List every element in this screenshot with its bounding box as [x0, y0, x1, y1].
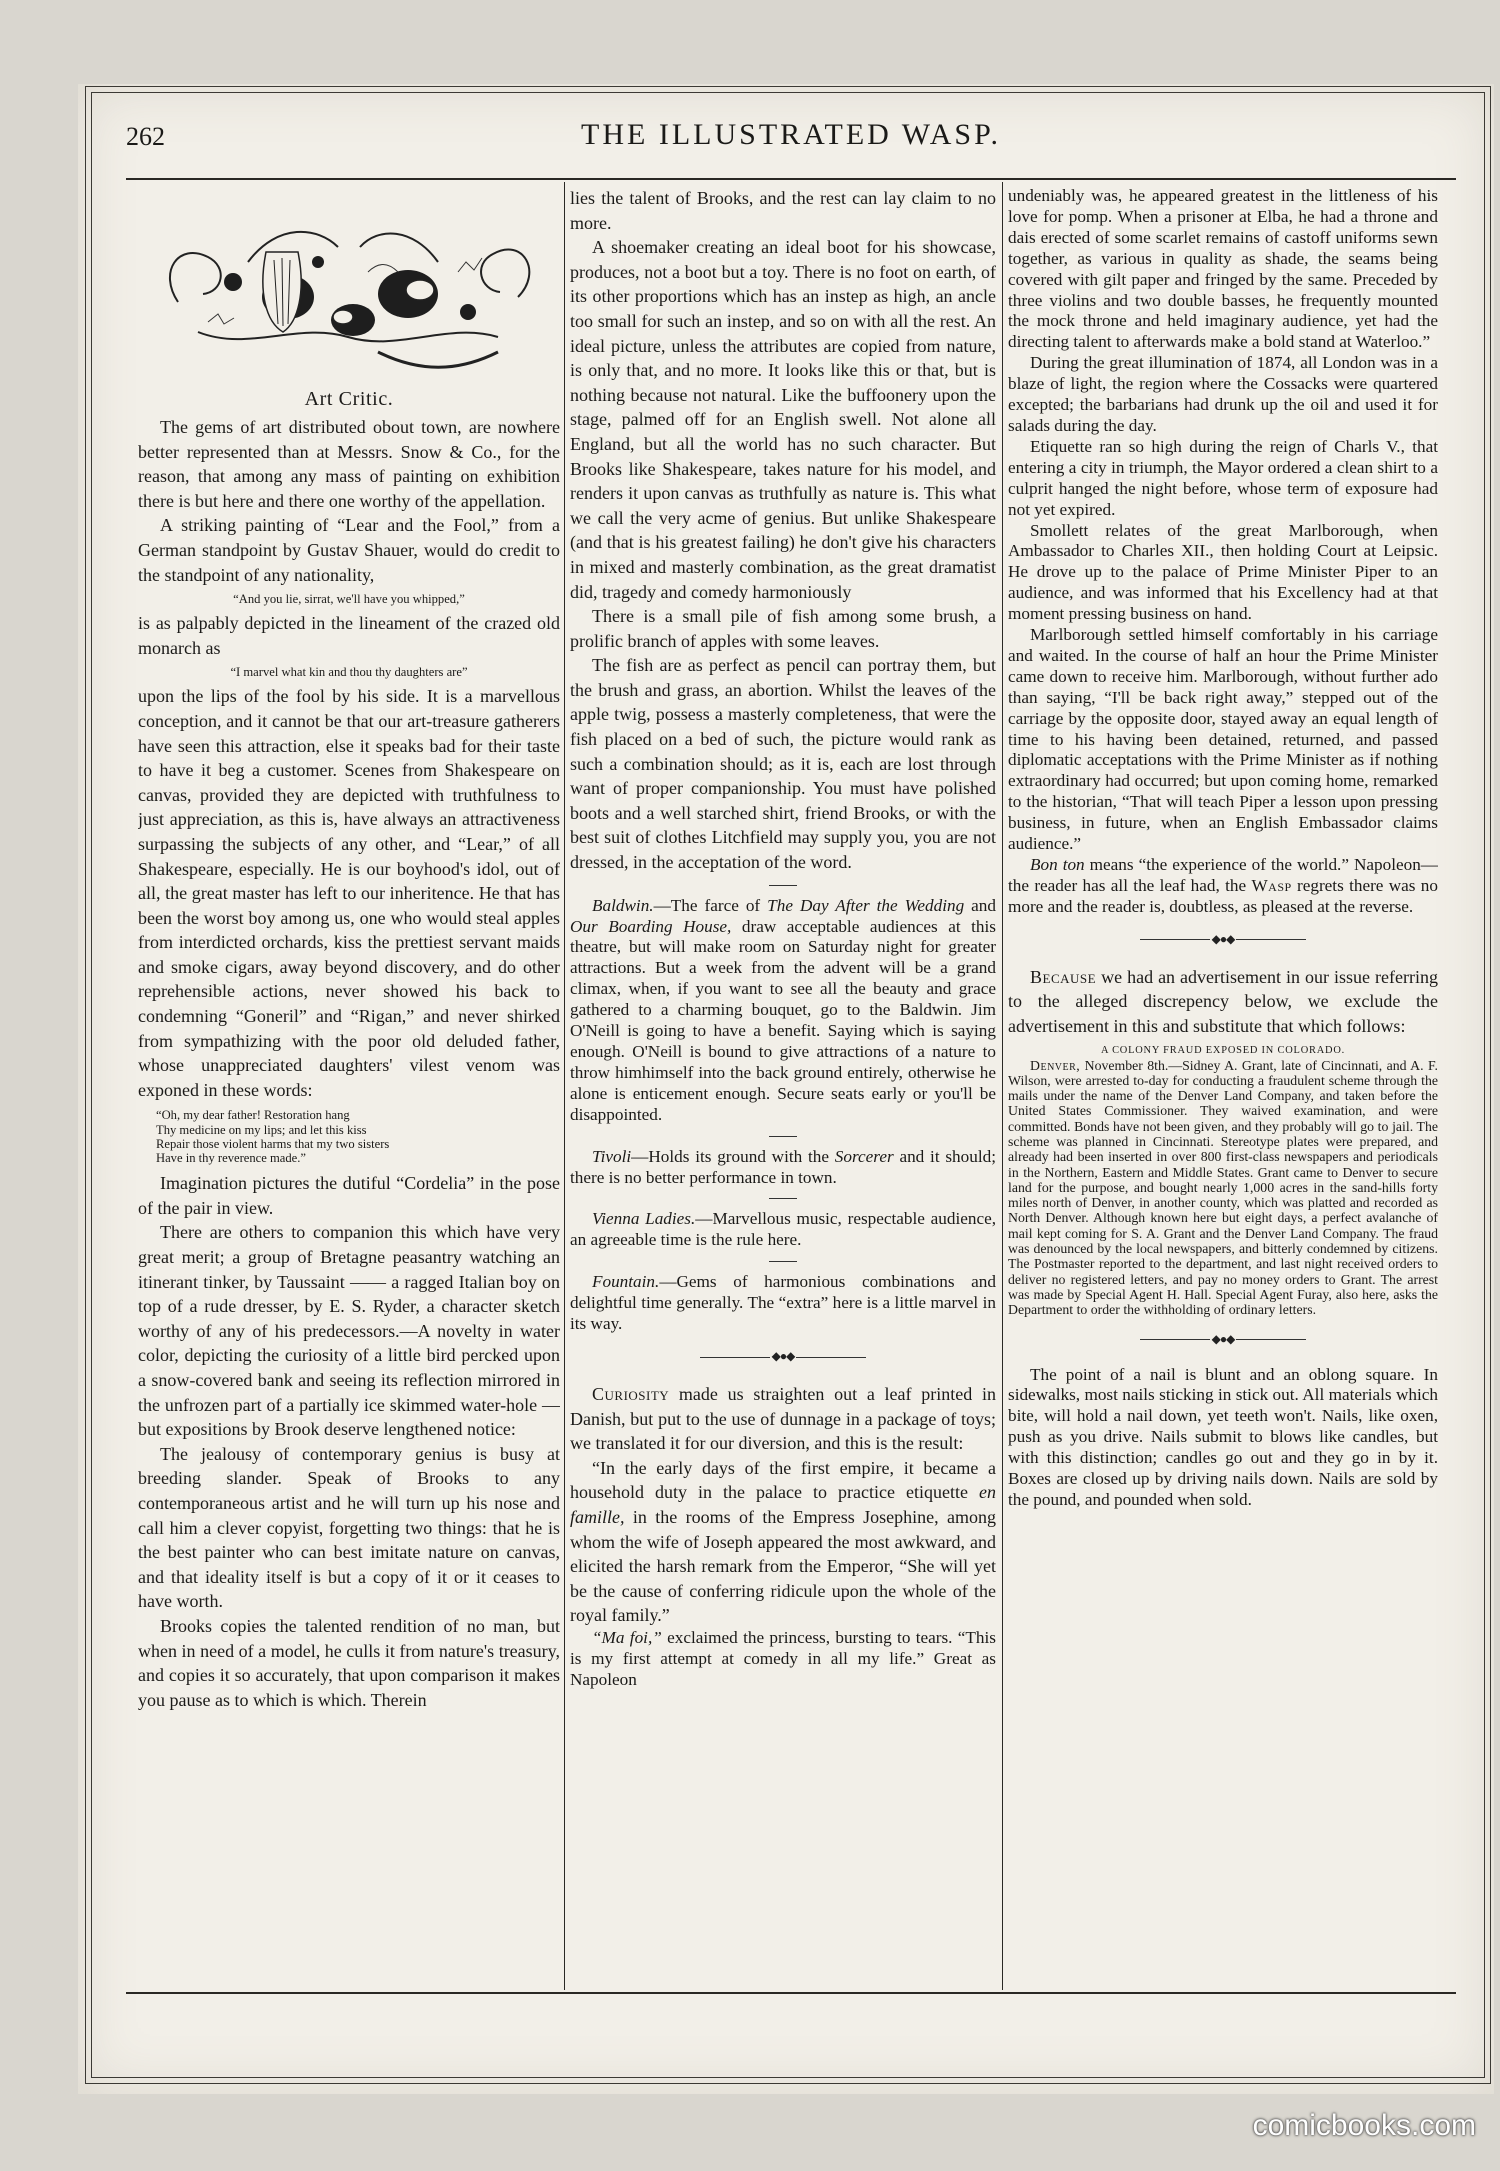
baldwin-play-1: The Day After the Wedding [767, 895, 965, 915]
quote-line: Have in thy reverence made.” [156, 1151, 306, 1166]
art-critic-continued-2: A shoemaker creating an ideal boot for his showcase, produces, not a boot but a toy. There is no foot on earth, of its other proportions which has an instep as high, an ancle too small for such an instep, and so on with all the rest. An ideal picture, unless the attributes are copied from nature, is only that, and no more. It looks like this or that, but is nothing because not natural. Like the buffoonery upon the stage, palmed off for an English swell. Not alone all England, but all the world has no such character. But Brooks like Shakespeare, takes nature for his model, and renders it upon canvas as truthfully as nature is. This what we call the very acme of genius. But unlike Shakespeare (and that is his greatest failing) he don't give his characters in mixed and masterly combination, as the great dramatist did, tragedy and comedy harmoniously [570, 237, 996, 602]
because-text: we had an advertisement in our issue referring to the alleged discrepency below, we exclude the advertisement in this and substitute that which follows: [1008, 966, 1438, 1036]
curiosity-italic: “Ma foi,” [592, 1627, 662, 1647]
fountain-title: Fountain. [592, 1272, 660, 1292]
ornamental-illustration [138, 202, 558, 382]
curiosity-para-3 [570, 1628, 996, 1691]
section-title-art-critic: Art Critic. [304, 388, 394, 410]
curiosity-italic: en famille, [570, 1482, 996, 1527]
art-critic-continued-3: There is a small pile of fish among some brush, a prolific branch of apples with some leaves. [570, 606, 996, 651]
column-rule-1 [564, 182, 565, 1990]
lyre-and-scroll-ornament [138, 202, 558, 382]
theatre-baldwin [570, 896, 996, 1126]
anecdote-marlborough-2: Marlborough settled himself comfortably in his carriage and waited. In the course of half an hour the Prime Minister came down to receive him. Marlborough, without further ado than saying, “I'll be back right away,” stepped out of the carriage by the opposite door, stayed away an equal length of time to his having been detained, returned, and passed diplomatic acceptations with the Prime Minister as if nothing extraordinary had occurred; but upon coming home, remarked to the historian, “That will teach Piper a lesson upon pressing business, in future, when an English Embassador claims audience.” [1008, 625, 1438, 854]
art-critic-para-2: A striking painting of “Lear and the Fool,” from a German standpoint by Gustav Shauer, would do credit to the standpoint of any nationality, [138, 515, 560, 585]
theatre-tivoli [570, 1147, 996, 1189]
tivoli-title: Tivoli [592, 1146, 632, 1166]
wasp-smallcaps: Wasp [1251, 875, 1292, 895]
tivoli-play: Sorcerer [834, 1146, 894, 1166]
art-critic-para-3: is as palpably depicted in the lineament of the crazed old monarch as [138, 613, 560, 658]
news-headline: A COLONY FRAUD EXPOSED IN COLORADO. [1100, 1044, 1346, 1056]
column-2 [570, 186, 996, 1986]
baldwin-title: Baldwin. [592, 895, 654, 915]
bon-ton-text: means “the experience of the world.” Napoleon—the reader has all the leaf had, the [1008, 855, 1438, 895]
tivoli-text: —Holds its ground with the [631, 1146, 835, 1166]
art-critic-para-6: There are others to companion this which have very great merit; a group of Bretagne peasantry watching an itinerant tinker, by Taussaint —— a ragged Italian boy on top of a rude dresser, by E. S. Ryder, a character sketch worthy of any of his predecessors.—A novelty in water color, depicting the curiosity of a little bird percked upon a snow-covered bank and seeing its reflection mirrored in the unfrozen part of a partially ice skimmed water-hole — but expositions by Brook deserve lengthened notice: [138, 1222, 560, 1440]
because-para [1008, 965, 1438, 1039]
baldwin-text: —The farce of [653, 895, 768, 915]
column-1 [138, 186, 560, 1986]
bon-ton-para [1008, 855, 1438, 918]
masthead-title: THE ILLUSTRATED WASP. [581, 118, 1001, 151]
section-dash [769, 1261, 797, 1262]
bon-ton-italic: Bon ton [1030, 855, 1085, 874]
art-critic-para-1: The gems of art distributed obout town, are nowhere better represented than at Messrs. Snow & Co., for the reason, that among any mass of painting on exhibition there is but here and there one worthy of the appellation. [138, 417, 560, 511]
curiosity-text: exclaimed the princess, bursting to tears. “This is my first attempt at comedy in all my life.” Great as Napoleon [570, 1627, 996, 1689]
baldwin-text: draw acceptable audiences at this theatre, but will make room on Saturday night for greater attractions. But a week from the advent will be a grand climax, when, if you want to see all the beauty and grace gathered to a charming bouquet, go to the Baldwin. Jim O'Neill is going to have a benefit. Saying which is saying enough. O'Neill is bound to give attractions of a nature to throw himhimself into the back ground entirely, otherwise he alone is enticement enough. Secure seats early or you'll be disappointed. [570, 916, 996, 1124]
art-critic-continued-4: The fish are as perfect as pencil can portray them, but the brush and grass, an abortion. Whilst the leaves of the apple twig, possess a masterly completeness, that were the fish placed on a bed of such, the picture would rank as such a combination should; as it is, each are lost through want of proper companionship. You must have polished boots and a well starched shirt, friend Brooks, or with the best suit of clothes Litchfield may supply you, you are not dressed, in the acceptation of the word. [570, 655, 996, 873]
curiosity-text: in the rooms of the Empress Josephine, among whom the wife of Joseph appeared the most awkward, and elicited the harsh remark from the Emperor, “She will yet be the cause of conferring ridicule upon the whole of the royal family.” [570, 1506, 996, 1626]
theatre-fountain [570, 1272, 996, 1335]
page-header [126, 118, 1456, 158]
napoleon-continued: undeniably was, he appeared greatest in the littleness of his love for pomp. When a prisoner at Elba, he had a throne and dais erected of some scarlet remains of castoff uniforms sewn together, as various in quality as shade, the seams being covered with gilt paper and fringed by the same. Preceded by three violins and two double basses, he frequently mounted the mock throne and held imaginary audience, yet had the directing talent to afterwards make a bold stand at Waterloo.” [1008, 186, 1438, 352]
because-lead: Because [1030, 966, 1097, 987]
art-critic-para-5: Imagination pictures the dutiful “Cordelia” in the pose of the pair in view. [138, 1173, 560, 1218]
section-dash [769, 1136, 797, 1137]
quote-line: “Oh, my dear father! Restoration hang [156, 1108, 350, 1123]
tivoli-text: and it should; there is no better performance in town. [570, 1146, 996, 1187]
curiosity-para-1 [570, 1382, 996, 1456]
curiosity-text: made us straighten out a leaf printed in Danish, but put to the use of dunnage in a package of toys; we translated it for our diversion, and this is the result: [570, 1383, 996, 1454]
art-critic-para-8: Brooks copies the talented rendition of no man, but when in need of a model, he culls it from nature's treasury, and copies it so accurately, that upon comparison it makes you pause as to which is which. Therein [138, 1615, 560, 1710]
section-ornament: ◆●◆ [570, 1349, 996, 1364]
column-rule-2 [1002, 182, 1003, 1990]
art-critic-para-4: upon the lips of the fool by his side. It is a marvellous conception, and it cannot be that our art-treasure gatherers have seen this attraction, else it speaks bad for their taste to have it beg a customer. Scenes from Shakespeare on canvas, provided they are depicted with truthfulness to just appreciation, as this is, have always an attractiveness surpassing the subjects of any other, and “Lear,” of all Shakespeare, especially. He is our boyhood's idol, out of all, the great master has left to our inheritence. He that has been the worst boy among us, one who would steal apples from interdicted orchards, kiss the prettiest servant maids and smoke cigars, away beyond discovery, and do other reprehensible actions, never showed his back to condemning “Goneril” and “Rigan,” and never shirked from sympathizing with the poor old deluded father, whose unappreciated daughters' vilest venom was exponed in these words: [138, 686, 560, 1100]
header-rule [126, 178, 1456, 180]
page-number: 262 [126, 122, 165, 151]
news-text: November 8th.—Sidney A. Grant, late of Cincinnati, and A. F. Wilson, were arrested to-day for conducting a fraudulent scheme through the mails under the name of the Denver Land Company, and taken before the United States Commissioner. They waived examination, and were committed. Bonds have not been given, and they probably will go to jail. The scheme was planned in Cincinnati. Stereotype plates were prepared, and already had been inserted in over 800 first-class newspapers and periodicals in the Northern, Eastern and Middle States. Grant came to Denver to secure land for the purpose, and bought nearly 1,000 acres in the sand-hills forty miles north of Denver, in another county, which was platted and recorded as North Denver. Although known here but eight days, a perfect avalanche of mail kept coming for S. A. Grant and the Denver Land Company. The fraud was denounced by the local newspapers, and bitterly condemned by citizens. The Postmaster reported to the department, and last night received orders to deliver no registered letters, and pay no money orders to Grant. The arrest was made by Special Agent H. Hall. Special Agent Furay, also here, asks the Department to order the withholding of ordinary letters. [1008, 1057, 1438, 1318]
quote-cordelia [156, 1108, 560, 1165]
section-dash [769, 885, 797, 886]
art-critic-para-7: The jealousy of contemporary genius is busy at breeding slander. Speak of Brooks to any contemporaneous artist and he will turn up his nose and call him a clever copyist, forgetting two things: that he is the best painter who can best imitate nature on canvas, and that ideality itself is but a copy of it or it ceases to have worth. [138, 1443, 560, 1612]
anecdote-charles-v: Etiquette ran so high during the reign of Charls V., that entering a city in triumph, the Mayor ordered a clean shirt to a culprit hanged the night before, whose term of exposure had not yet expired. [1008, 436, 1438, 519]
vienna-text: —Marvellous music, respectable audience, an agreeable time is the rule here. [570, 1209, 996, 1250]
section-ornament: ◆●◆ [1008, 1332, 1438, 1347]
curiosity-lead: Curiosity [592, 1383, 670, 1404]
section-dash [769, 1198, 797, 1199]
baldwin-play-2: Our Boarding House, [570, 916, 732, 936]
watermark: comicbooks.com [1252, 2109, 1476, 2142]
news-dateline: Denver, [1030, 1057, 1081, 1073]
art-critic-continued-1: lies the talent of Brooks, and the rest can lay claim to no more. [570, 188, 996, 233]
footer-rule [126, 1992, 1456, 1994]
fountain-text: —Gems of harmonious combinations and delightful time generally. The “extra” here is a little marvel in its way. [570, 1272, 996, 1334]
section-ornament: ◆●◆ [1008, 932, 1438, 947]
vienna-title: Vienna Ladies. [592, 1209, 696, 1229]
quote-line: Repair those violent harms that my two sisters [156, 1136, 390, 1151]
anecdote-marlborough-1: Smollett relates of the great Marlborough, when Ambassador to Charles XII., then holding Court at Leipsic. He drove up to the palace of Prime Minister Piper to an audience, and was informed that his Excellency had at that moment pressing business on hand. [1008, 520, 1438, 624]
baldwin-text: and [964, 895, 996, 915]
quote-line: Thy medicine on my lips; and let this kiss [156, 1122, 367, 1137]
theatre-vienna-ladies [570, 1209, 996, 1251]
curiosity-text: “In the early days of the first empire, it became a household duty in the palace to practice etiquette [570, 1457, 996, 1503]
curiosity-para-2 [570, 1456, 996, 1628]
news-body [1008, 1058, 1438, 1318]
column-3 [1008, 186, 1438, 1986]
nail-para: The point of a nail is blunt and an oblong square. In sidewalks, most nails sticking in stick out. All materials which bite, will hold a nail down, yet teeth won't. Nails, like oxen, push as you drive. Nails submit to blows like candles, but with this distinction; candles go out and they go in by it. Boxes are closed up by driving nails down. Nails are sold by the pound, and pounded when sold. [1008, 1364, 1438, 1509]
anecdote-london: During the great illumination of 1874, all London was in a blaze of light, the region where the Cossacks were quartered excepted; the barbarians had drunk up the oil and used it for salads during the day. [1008, 353, 1438, 435]
quote-lear-2: “I marvel what kin and thou thy daughters are” [230, 665, 468, 680]
quote-lear-1: “And you lie, sirrat, we'll have you whipped,” [233, 592, 465, 607]
bon-ton-text: regrets there was no more and the reader is, doubtless, as pleased at the reverse. [1008, 875, 1438, 916]
